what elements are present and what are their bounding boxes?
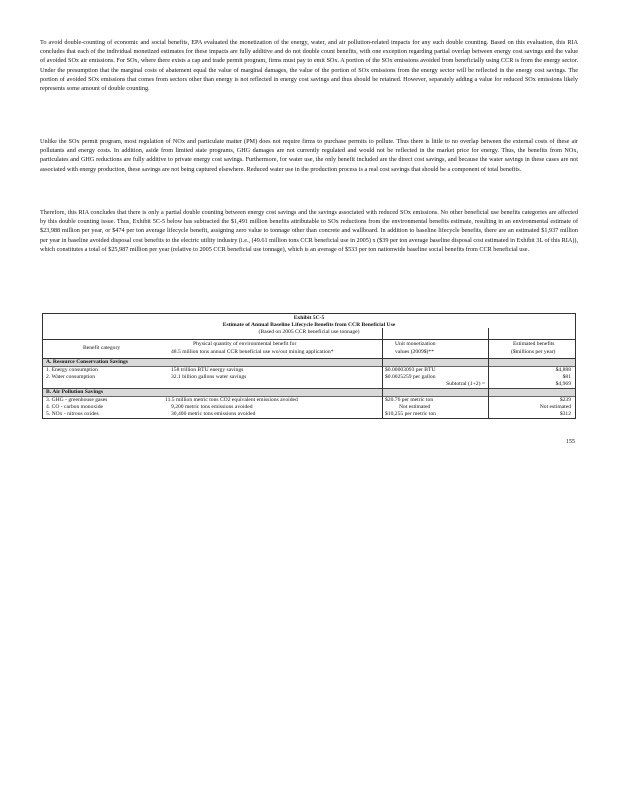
header-quantity-line1: Physical quantity of environmental benefit for xyxy=(193,341,297,347)
exhibit-title: Estimate of Annual Baseline Lifecycle Benefits from CCR Beneficial Use xyxy=(222,322,396,328)
column-divider xyxy=(382,328,383,418)
row-category: 4. CO - carbon monoxide xyxy=(46,404,104,410)
row-value: $81 xyxy=(562,374,571,380)
row-unit: $10,255 per metric ton xyxy=(385,411,436,417)
table-row xyxy=(43,397,575,404)
subtotal-label: Subtotral (1+2) = xyxy=(446,381,485,387)
exhibit-table xyxy=(42,313,576,419)
paragraph-sox-permit: Unlike the SOx permit program, most regulation of NOx and particulate matter (PM) does not require firms to purchase permits to pollute. Thus there is little to no overlap between the external costs of these air pollutants and energy costs. In addition, aside from limited state programs, GHG damages are not currently regulated and would not be reflected in the market price for energy. Thus, the benefits from NOx, particulates and GHG reductions are fully additive to private energy cost savings. Furthermore, for water use, the only benefit included are the direct cost savings, and because the water savings in these cases are not associated with energy production, these savings are not being captured elsewhere. Reduced water use in the production process is a real cost savings that should be a component of total benefits. xyxy=(40,138,578,173)
header-estimated-line1: Estimated benefits xyxy=(513,341,555,347)
row-quantity: 30,400 metric tons emissions avoided xyxy=(171,411,256,417)
row-quantity: 11.5 million metric tons CO2 equivalent emissions avoided xyxy=(165,397,298,403)
row-unit: Not estimated xyxy=(399,404,431,410)
table-row xyxy=(43,404,575,411)
exhibit-label: Exhibit 5C-5 xyxy=(293,315,325,321)
subtotal-row xyxy=(43,381,575,389)
table-row xyxy=(43,411,575,418)
header-unit-line1: Unit monetization xyxy=(395,341,436,347)
row-quantity: 158 trillion BTU energy savings xyxy=(171,367,244,373)
row-unit: $0.00003093 per BTU xyxy=(385,367,436,373)
column-divider xyxy=(488,328,489,418)
table-row xyxy=(43,374,575,381)
row-category: 2. Water consumption xyxy=(46,374,96,380)
table-row xyxy=(43,367,575,374)
row-quantity: 32.1 billion gallons water savings xyxy=(171,374,247,380)
paragraph-conclusion: Therefore, this RIA concludes that there is only a partial double counting between energy cost savings and the savings associated with reduced SOx emissions. No other beneficial use benefits categories are affected by this double counting issue. Thus, Exhibit 5C-5 below has subtracted the $1,491 million benefits attributable to SOx reductions from the environmental benefits estimate, resulting in an environmental estimate of $23,988 million per year, or $474 per ton average lifecycle benefit, assigning zero value to tonnage other than concrete and wallboard. In addition to baseline lifecycle benefits, there are an estimated $1,937 million per year in baseline avoided disposal cost benefits to the electric utility industry (i.e., (49.61 million tons CCR beneficial use in 2005) x ($39 per ton average baseline disposal cost estimated in Exhibit 3L of this RIA)), which constitutes a total of $25,987 million per year (relative to 2005 CCR beneficial use tonnage), which is an average of $533 per ton nationwide baseline social benefits from CCR beneficial use. xyxy=(40,209,578,253)
section-b-row xyxy=(43,389,575,397)
header-quantity-line2: 48.5 million tons annual CCR beneficial use wo/out mining application* xyxy=(171,349,334,355)
table-header-row xyxy=(43,340,575,359)
row-value: $239 xyxy=(559,397,571,403)
row-value: $4,888 xyxy=(555,367,571,373)
section-a-row xyxy=(43,359,575,367)
row-category: 1. Energy consumption xyxy=(46,367,98,373)
section-a-label: A. Resource Conservation Savings xyxy=(46,359,128,365)
paragraph-double-counting: To avoid double-counting of economic and social benefits, EPA evaluated the monetization of the energy, water, and air pollution-related impacts for any such double counting. Based on this evaluation, this RIA concludes that each of the individual monetized estimates for these impacts are fully additive and do not double count benefits, with one exception regarding partial overlap between energy cost savings and the value of avoided SOx air emissions. For SOx, where there exists a cap and trade permit program, firms must pay to emit SOx. A portion of the SOx emissions avoided from beneficially using CCR is from the energy sector. Under the presumption that the marginal costs of abatement equal the value of marginal damages, the value of the portion of SOx emissions from the energy sector will be reflected in the energy cost savings. The portion of avoided SOx emissions that comes from sectors other than energy is not reflected in energy cost savings and thus should be retained. However, separately adding a value for reduced SOx emissions likely represents some amount of double counting. xyxy=(40,39,578,93)
page-number: 155 xyxy=(566,439,575,445)
row-category: 3. GHG - greenhouse gases xyxy=(46,397,108,403)
row-unit: $20.76 per metric ton xyxy=(385,397,434,403)
row-quantity: 9,200 metric tons emissions avoided xyxy=(171,404,253,410)
header-unit-line2: values (2009$)** xyxy=(395,349,434,355)
section-b-label: B. Air Pollution Savings xyxy=(46,389,104,395)
exhibit-title-block xyxy=(43,314,575,340)
row-unit: $0.0025259 per gallon xyxy=(385,374,436,380)
row-category: 5. NOx - nitrous oxides xyxy=(46,411,99,417)
exhibit-subtitle: (Based on 2005 CCR beneficial use tonnage) xyxy=(258,329,360,335)
header-benefit-category: Benefit category xyxy=(83,345,121,351)
row-value: Not estimated xyxy=(539,404,571,410)
header-estimated-line2: ($millions per year) xyxy=(511,349,556,355)
row-value: $312 xyxy=(559,411,571,417)
subtotal-value: $4,969 xyxy=(555,381,571,387)
